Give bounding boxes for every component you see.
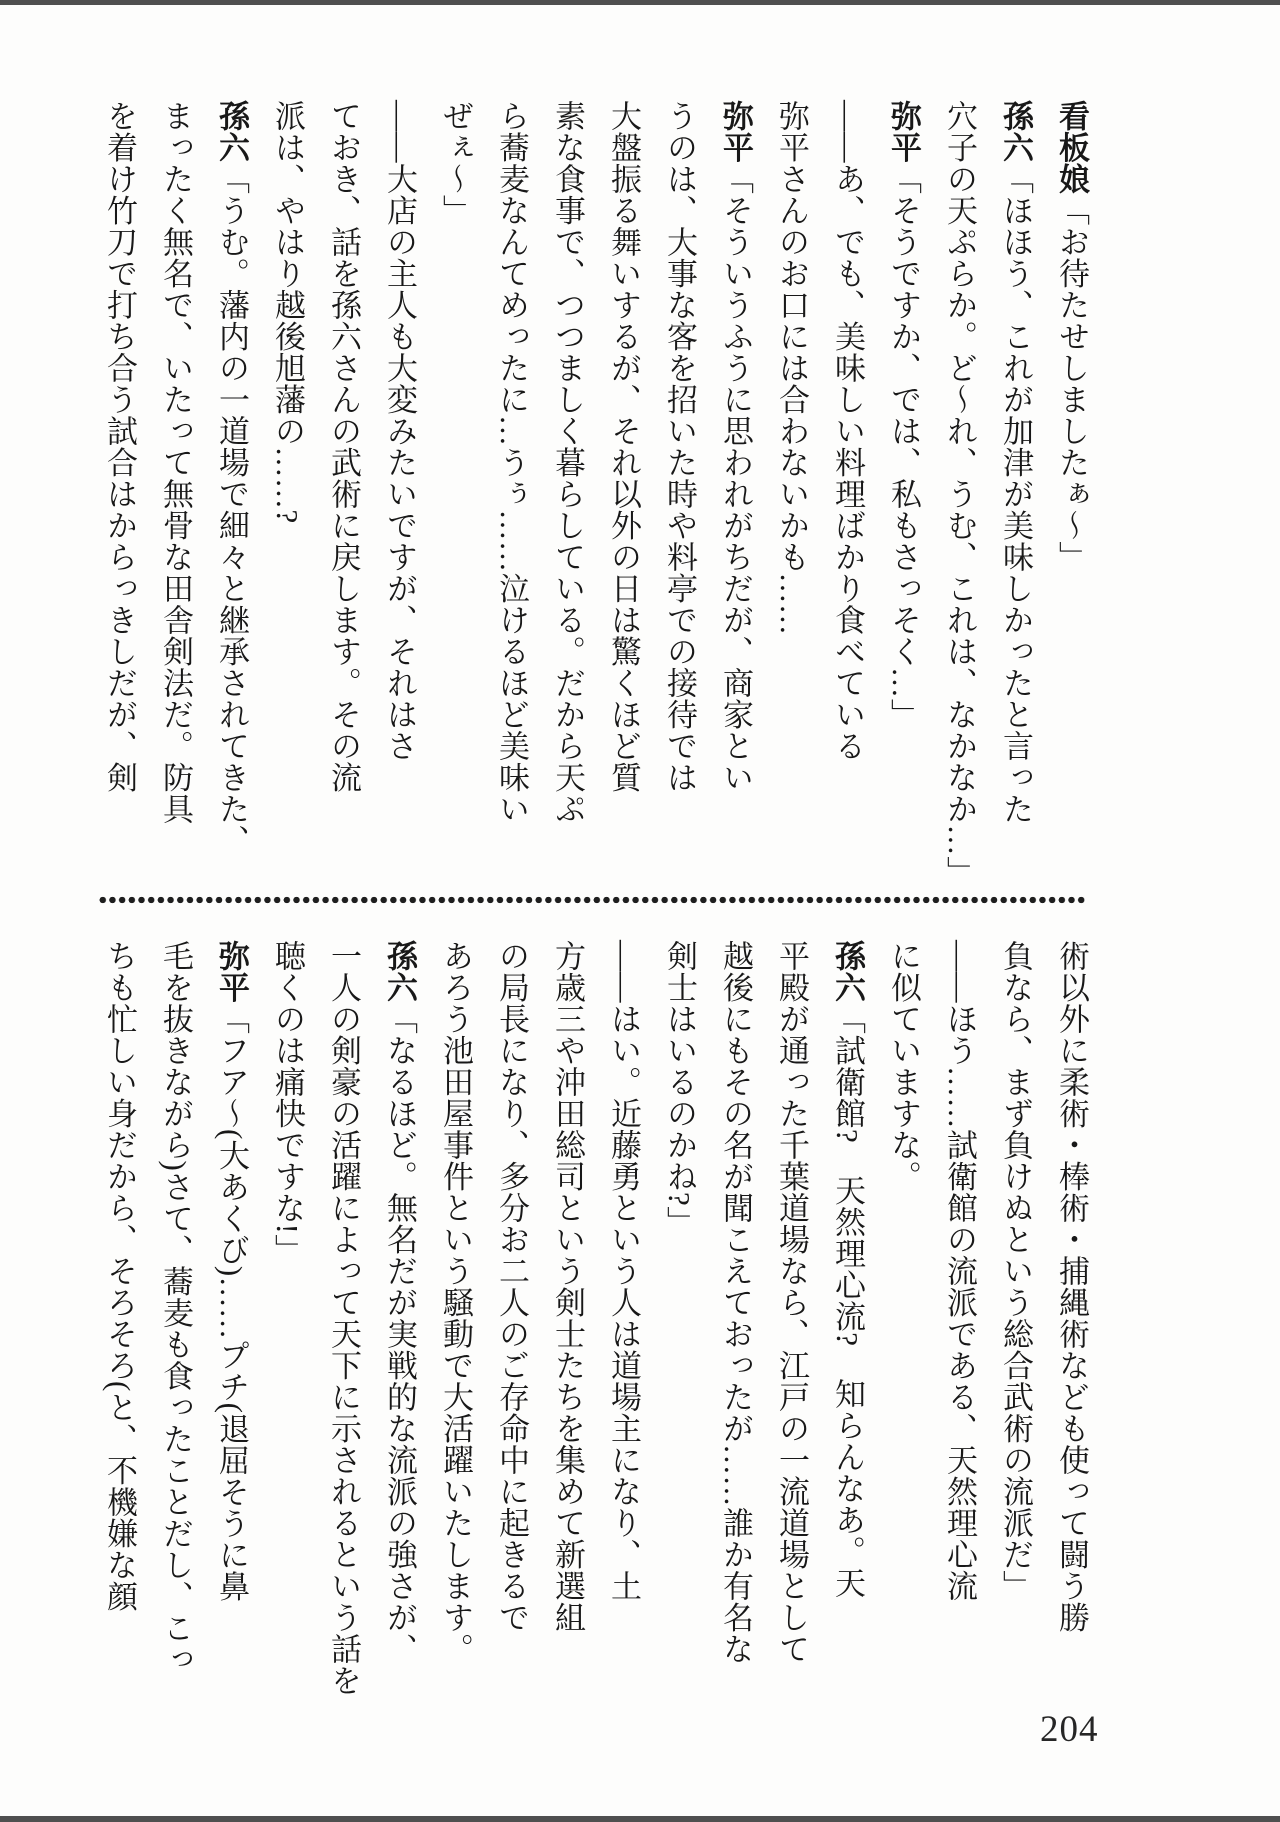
line-text: うのは、大事な客を招いた時や料亭での接待では — [662, 100, 697, 793]
text-line — [931, 940, 987, 1710]
text-line — [987, 940, 1043, 1710]
text-line — [931, 100, 987, 890]
speaker-name: 孫六 — [382, 940, 417, 1003]
speaker-name: 孫六 — [214, 100, 249, 163]
speaker-name: 弥平 — [886, 100, 921, 163]
line-text: 平殿が通った千葉道場なら、江戸の一流道場として — [774, 940, 809, 1665]
line-text: 素な食事で、つつましく暮らしている。だから天ぷ — [550, 100, 585, 825]
line-text: 「お待たせしましたぁ〜」 — [1054, 194, 1089, 573]
line-text: 「そういうふうに思われがちだが、商家とい — [718, 163, 753, 793]
line-text: ちも忙しい身だから、そろそろ(と、不機嫌な顔 — [102, 940, 137, 1613]
line-text: 越後にもその名が聞こえておったが……誰か有名な — [718, 940, 753, 1665]
text-line — [819, 100, 875, 890]
text-line — [483, 100, 539, 890]
line-text: 「フア〜(大あくび)……プチ(退屈そうに鼻 — [214, 1003, 249, 1603]
text-line — [595, 100, 651, 890]
line-text: 「うむ。藩内の一道場で細々と継承されてきた、 — [214, 163, 249, 856]
speaker-name: 孫六 — [830, 940, 865, 1003]
line-text: 方歳三や沖田総司という剣士たちを集めて新選組 — [550, 940, 585, 1633]
line-text: 「なるほど。無名だが実戦的な流派の強さが、 — [382, 1003, 417, 1665]
text-line — [819, 940, 875, 1710]
text-line — [203, 940, 259, 1710]
speaker-name: 弥平 — [214, 940, 249, 1003]
text-line — [427, 940, 483, 1710]
text-line — [707, 940, 763, 1710]
line-text: 負なら、まず負けぬという総合武術の流派だ」 — [998, 940, 1033, 1602]
line-text: 「そうですか、では、私もさっそく…」 — [886, 163, 921, 730]
text-line — [259, 100, 315, 890]
text-line — [147, 940, 203, 1710]
line-text: 「ほほう、これが加津が美味しかったと言った — [998, 163, 1033, 825]
line-text: 穴子の天ぷらか。ど〜れ、うむ、これは、なかなか…」 — [942, 100, 977, 888]
line-text: に似ていますな。 — [886, 940, 921, 1192]
text-line — [651, 100, 707, 890]
line-text: まったく無名で、いたって無骨な田舎剣法だ。防具 — [158, 100, 193, 825]
text-line — [763, 940, 819, 1710]
text-line — [483, 940, 539, 1710]
text-line — [259, 940, 315, 1710]
dialogue-section-lower — [91, 940, 1099, 1710]
line-text: ――はい。近藤勇という人は道場主になり、土 — [606, 940, 641, 1602]
dialogue-section-upper — [91, 100, 1099, 890]
text-line — [147, 100, 203, 890]
dotted-section-divider — [98, 896, 1086, 904]
text-line — [651, 940, 707, 1710]
speaker-name: 看板娘 — [1054, 100, 1089, 195]
scan-edge-top — [0, 0, 1280, 5]
line-text: 術以外に柔術・棒術・捕縄術なども使って闘う勝 — [1054, 940, 1089, 1633]
text-line — [539, 100, 595, 890]
line-text: 派は、やはり越後旭藩の……? — [270, 100, 305, 524]
line-text: 弥平さんのお口には合わないかも…… — [774, 100, 809, 636]
line-text: ぜぇ〜」 — [438, 100, 473, 226]
text-line — [203, 100, 259, 890]
line-text: 一人の剣豪の活躍によって天下に示されるという話を — [326, 940, 361, 1696]
text-line — [91, 940, 147, 1710]
text-line — [987, 100, 1043, 890]
line-text: ――大店の主人も大変みたいですが、それはさ — [382, 100, 417, 762]
page-number: 204 — [1040, 1709, 1099, 1750]
line-text: 「試衛館? 天然理心流? 知らんなあ。天 — [830, 1003, 865, 1599]
text-line — [1043, 940, 1099, 1710]
text-line — [539, 940, 595, 1710]
line-text: 剣士はいるのかね?」 — [662, 940, 697, 1238]
text-line — [707, 100, 763, 890]
line-text: 大盤振る舞いするが、それ以外の日は驚くほど質 — [606, 100, 641, 793]
text-line — [875, 940, 931, 1710]
line-text: 聴くのは痛快ですな!」 — [270, 940, 305, 1266]
speaker-name: 孫六 — [998, 100, 1033, 163]
line-text: あろう池田屋事件という騒動で大活躍いたします。 — [438, 940, 473, 1665]
scan-edge-bottom — [0, 1816, 1280, 1822]
line-text: ――ほう……試衛館の流派である、天然理心流 — [942, 940, 977, 1602]
text-line — [371, 940, 427, 1710]
text-line — [91, 100, 147, 890]
line-text: 毛を抜きながら)さて、蕎麦も食ったことだし、こっ — [158, 940, 193, 1676]
speaker-name: 弥平 — [718, 100, 753, 163]
text-line — [315, 100, 371, 890]
text-line — [763, 100, 819, 890]
line-text: を着け竹刀で打ち合う試合はからっきしだが、剣 — [102, 100, 137, 793]
text-line — [315, 940, 371, 1710]
text-line — [875, 100, 931, 890]
text-line — [371, 100, 427, 890]
line-text: ――あ、でも、美味しい料理ばかり食べている — [830, 100, 865, 762]
line-text: ておき、話を孫六さんの武術に戻します。その流 — [326, 100, 361, 793]
text-line — [427, 100, 483, 890]
line-text: ら蕎麦なんてめったに…うぅ……泣けるほど美味い — [494, 100, 529, 825]
text-line — [595, 940, 651, 1710]
line-text: の局長になり、多分お二人のご存命中に起きるで — [494, 940, 529, 1633]
text-line — [1043, 100, 1099, 890]
